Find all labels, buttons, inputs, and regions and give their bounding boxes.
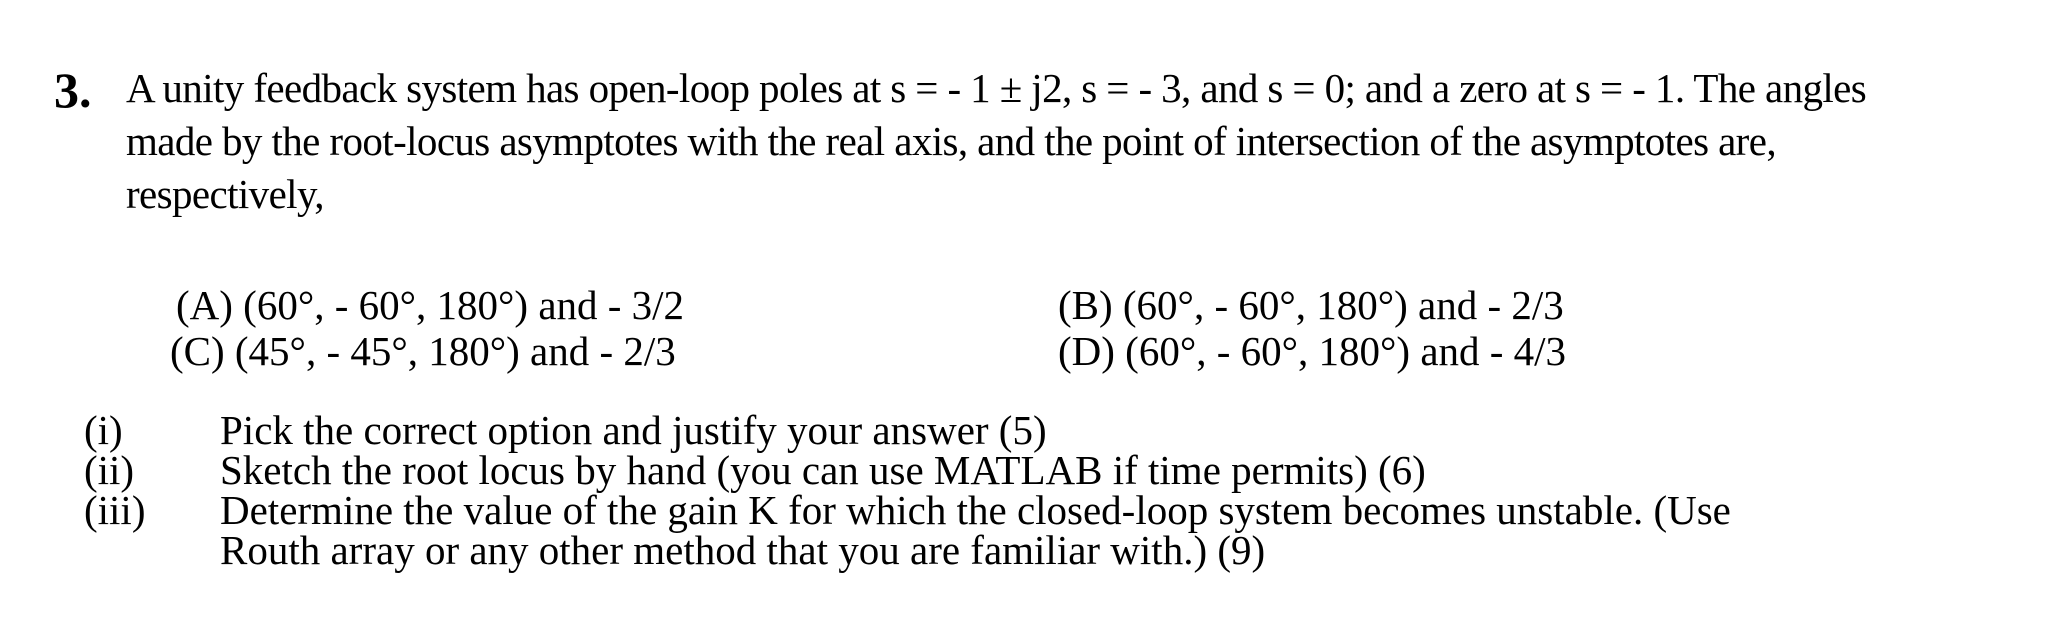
sub-question-text: Pick the correct option and justify your answer (5) (220, 407, 1047, 453)
sub-question-text: Sketch the root locus by hand (you can use MATLAB if time permits) (6) (220, 447, 1426, 493)
sub-question-label: (iii) (84, 487, 146, 533)
sub-question-row (84, 527, 2046, 573)
stem-line: A unity feedback system has open-loop poles at s = - 1 ± j2, s = - 3, and s = 0; and a zero at s = - 1. The angles (126, 65, 1867, 111)
sub-question-row (84, 407, 2046, 453)
sub-questions (84, 407, 2046, 573)
stem-line: respectively, (126, 171, 324, 217)
sub-question-row (84, 487, 2046, 533)
sub-question-text: Determine the value of the gain K for which the closed-loop system becomes unstable. (Use (220, 487, 1731, 533)
option-d: (D) (60°, - 60°, 180°) and - 4/3 (1058, 328, 1567, 374)
stem-line: made by the root-locus asymptotes with the real axis, and the point of intersection of the asymptotes are, (126, 118, 1776, 164)
sub-question-row (84, 447, 2046, 493)
sub-question-label: (ii) (84, 447, 135, 493)
option-c: (C) (45°, - 45°, 180°) and - 2/3 (170, 328, 676, 374)
question-number: 3. (54, 62, 92, 118)
option-b: (B) (60°, - 60°, 180°) and - 2/3 (1058, 282, 1564, 328)
question-stem (126, 62, 2026, 221)
sub-question-label: (i) (84, 407, 123, 453)
sub-question-text: Routh array or any other method that you are familiar with.) (9) (220, 527, 1266, 573)
option-a: (A) (60°, - 60°, 180°) and - 3/2 (176, 282, 685, 328)
